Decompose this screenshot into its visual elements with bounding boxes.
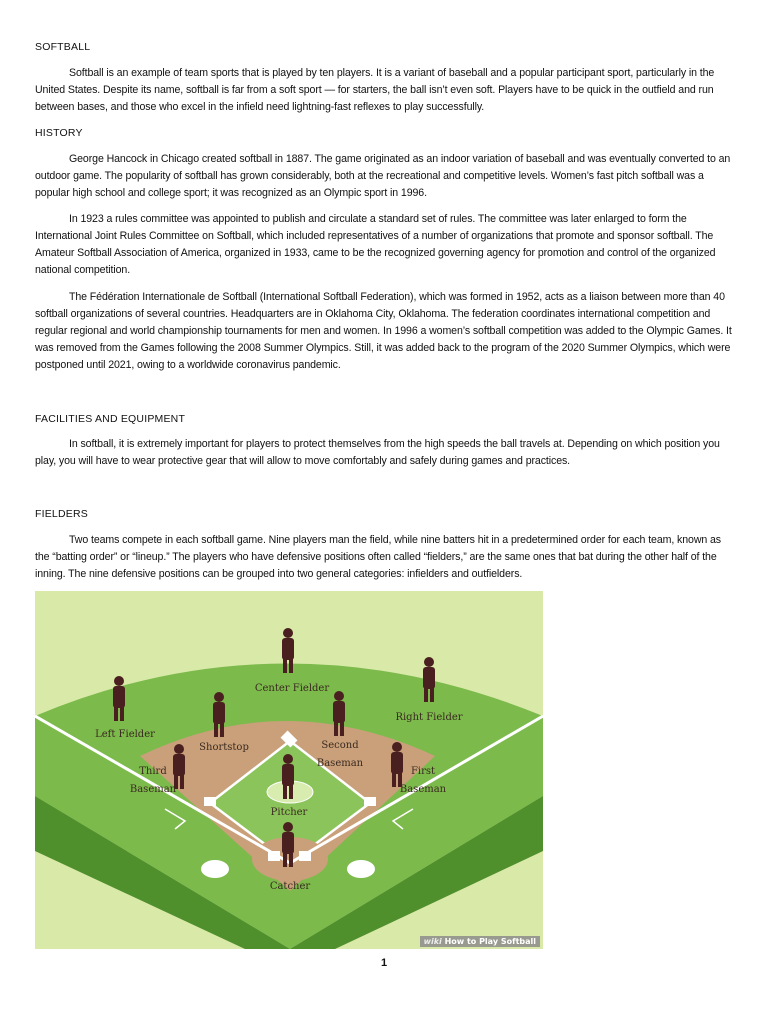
paragraph-text: The Fédération Internationale de Softball (International Softball Federation), which was formed in 1952, acts as a liaison between more than 40 softball organizations of several countries. Headquarters are in Oklahoma City, Oklahoma. The federation coordinates international competition and regular regional and world championship tournaments for men and women. In 1996 a women’s softball competition was added to the Olympic Games. It was removed from the Games following the 2008 Summer Olympics. Still, it was added back to the program of the 2020 Summer Olympics, which were postponed until 2021, owing to a worldwide coronavirus pandemic. <box>35 291 732 371</box>
wikihow-watermark <box>420 936 540 947</box>
page-number: 1 <box>380 957 388 969</box>
paragraph <box>35 211 735 279</box>
label-catcher: Catcher <box>269 881 311 892</box>
paragraph-text: In softball, it is extremely important for players to protect themselves from the high speeds the ball travels at. Depending on which position you play, you will have to wear protective gear that will allow to move comfortably and safely during games and practices. <box>35 438 720 467</box>
third-base <box>204 797 216 806</box>
label-third-baseman-line1: Third <box>139 766 167 777</box>
paragraph <box>35 289 735 374</box>
label-second-baseman-line1: Second <box>321 740 359 751</box>
label-first-baseman-line1: First <box>410 766 436 777</box>
label-right-fielder: Right Fielder <box>395 712 463 723</box>
first-base <box>364 797 376 806</box>
section-heading-fielders: FIELDERS <box>35 508 88 520</box>
watermark-wiki: wiki <box>423 937 442 946</box>
paragraph-text: Two teams compete in each softball game. Nine players man the field, while nine batters hit in a predetermined order for each team, known as the “batting order” or “lineup.” The players who have defensive positions often called “fielders,” are the same ones that bat during the other half of the inning. The nine defensive positions can be grouped into two general categories: infielders and outfielders. <box>35 534 721 580</box>
paragraph <box>35 151 735 202</box>
section-heading-facilities: FACILITIES AND EQUIPMENT <box>35 413 186 425</box>
paragraph <box>35 436 735 470</box>
softball-field-diagram <box>35 591 543 949</box>
label-pitcher: Pitcher <box>270 807 308 818</box>
label-center-fielder: Center Fielder <box>254 683 330 694</box>
paragraph <box>35 65 735 116</box>
label-first-baseman-line2: Baseman <box>399 784 447 795</box>
label-left-fielder: Left Fielder <box>95 729 155 740</box>
batters-box-left <box>268 851 280 861</box>
section-heading-softball: SOFTBALL <box>35 41 91 53</box>
batters-box-right <box>299 851 311 861</box>
paragraph <box>35 532 735 583</box>
label-third-baseman-line2: Baseman <box>129 784 177 795</box>
label-second-baseman-line2: Baseman <box>316 758 364 769</box>
paragraph-text: In 1923 a rules committee was appointed to publish and circulate a standard set of rules. The committee was later enlarged to form the International Joint Rules Committee on Softball, which included representatives of a number of organizations that promote and sponsor softball. The Amateur Softball Association of America, organized in 1933, came to be the recognized governing agency for promotion and control of the organized national competition. <box>35 213 716 276</box>
dugout-right <box>347 860 375 878</box>
field-illustration <box>35 591 543 949</box>
label-shortstop: Shortstop <box>199 742 249 753</box>
paragraph-text: Softball is an example of team sports that is played by ten players. It is a variant of baseball and a popular participant sport, particularly in the United States. Despite its name, softball is far from a soft sport — for starters, the ball isn’t even soft. Players have to be quick in the outfield and run between bases, and those who excel in the infield need lightning-fast reflexes to play successfully. <box>35 67 715 113</box>
dugout-left <box>201 860 229 878</box>
section-heading-history: HISTORY <box>35 127 83 139</box>
paragraph-text: George Hancock in Chicago created softball in 1887. The game originated as an indoor variation of baseball and was eventually converted to an outdoor game. The popularity of softball has grown considerably, both at the recreational and competitive levels. Women’s fast pitch softball was a popular high school and college sport; it was recognized as an Olympic sport in 1996. <box>35 153 731 199</box>
watermark-text: How to Play Softball <box>444 937 536 946</box>
